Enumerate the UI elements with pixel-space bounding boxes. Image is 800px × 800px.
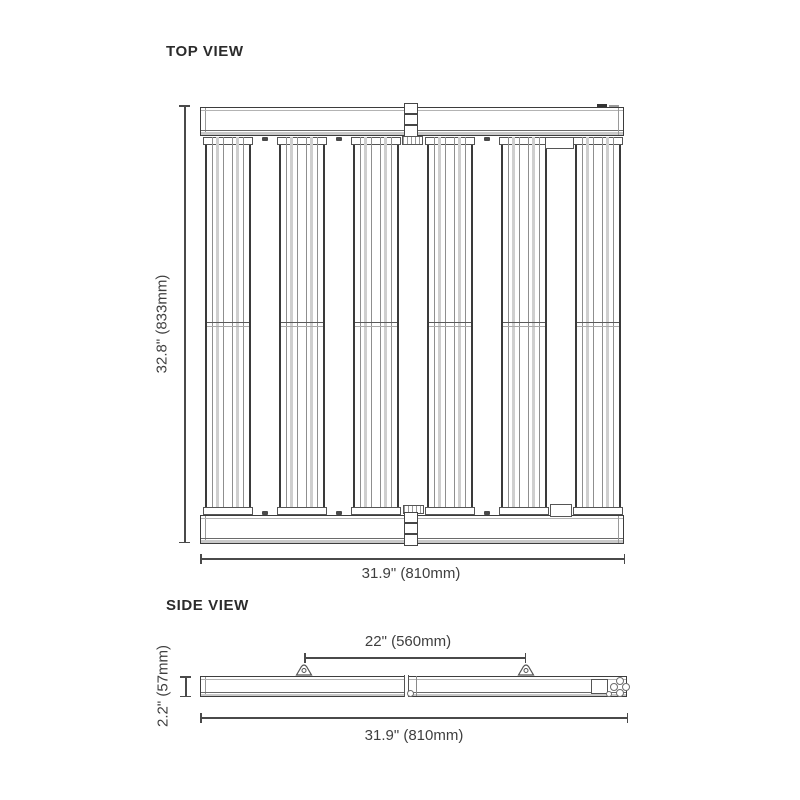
bar-joint-line <box>577 322 619 323</box>
bar-joint-line <box>429 326 471 327</box>
rail-connector-nub <box>262 511 268 515</box>
top-view-width-dimension-label: 31.9" (810mm) <box>361 565 461 582</box>
side-view-title: SIDE VIEW <box>166 597 249 614</box>
bracket-rung <box>405 522 417 524</box>
led-bar <box>501 137 547 515</box>
rail-top-mark-light <box>609 105 619 107</box>
led-bar <box>205 137 251 515</box>
control-button <box>616 689 624 697</box>
bar-joint-line <box>577 326 619 327</box>
hanger-eyelet-left <box>295 663 313 676</box>
body-inner-line <box>201 679 626 680</box>
hanger-eyelet-right <box>517 663 535 676</box>
bracket-rung <box>405 124 417 126</box>
rail-connector-nub <box>336 511 342 515</box>
bracket-rung <box>405 533 417 535</box>
top-view-title: TOP VIEW <box>166 43 244 60</box>
side-center-joint-screw <box>407 690 414 697</box>
rail-connector-nub <box>484 137 490 141</box>
led-bar <box>575 137 621 515</box>
control-led-dot <box>606 691 612 697</box>
side-view-width-dimension-label: 31.9" (810mm) <box>364 727 464 744</box>
top-view-height-dimension-label: 32.8" (833mm) <box>153 274 171 374</box>
center-hanger-bracket-bottom <box>404 512 418 546</box>
led-bar-array <box>200 137 625 515</box>
bar-joint-line <box>355 322 397 323</box>
bar-joint-line <box>503 322 545 323</box>
rail-connector-nub <box>484 511 490 515</box>
bracket-rung <box>405 113 417 115</box>
center-connector-top <box>402 136 423 145</box>
center-hanger-bracket-top <box>404 103 418 137</box>
top-view-width-dimension-line <box>200 558 625 560</box>
side-center-joint-line <box>416 676 417 696</box>
hanger-spacing-dimension-line <box>304 657 526 659</box>
top-view-height-dimension-line <box>184 105 186 543</box>
bar-joint-line <box>281 326 323 327</box>
side-view-height-dimension-label: 2.2" (57mm) <box>154 644 172 728</box>
driver-box-detail-top <box>545 137 574 149</box>
driver-box-detail-bottom <box>550 504 572 517</box>
bar-joint-line <box>281 322 323 323</box>
bar-joint-line <box>207 326 249 327</box>
bar-joint-line <box>429 322 471 323</box>
side-view-width-dimension-line <box>200 717 628 719</box>
rail-connector-nub <box>336 137 342 141</box>
bar-joint-line <box>355 326 397 327</box>
led-bar <box>279 137 325 515</box>
hanger-spacing-dimension-label: 22" (560mm) <box>364 633 452 650</box>
side-view-height-dimension-line <box>185 676 187 697</box>
rail-connector-nub <box>262 137 268 141</box>
led-bar <box>353 137 399 515</box>
led-bar <box>427 137 473 515</box>
rail-top-mark-dark <box>597 104 607 107</box>
bar-joint-line <box>503 326 545 327</box>
bar-joint-line <box>207 322 249 323</box>
